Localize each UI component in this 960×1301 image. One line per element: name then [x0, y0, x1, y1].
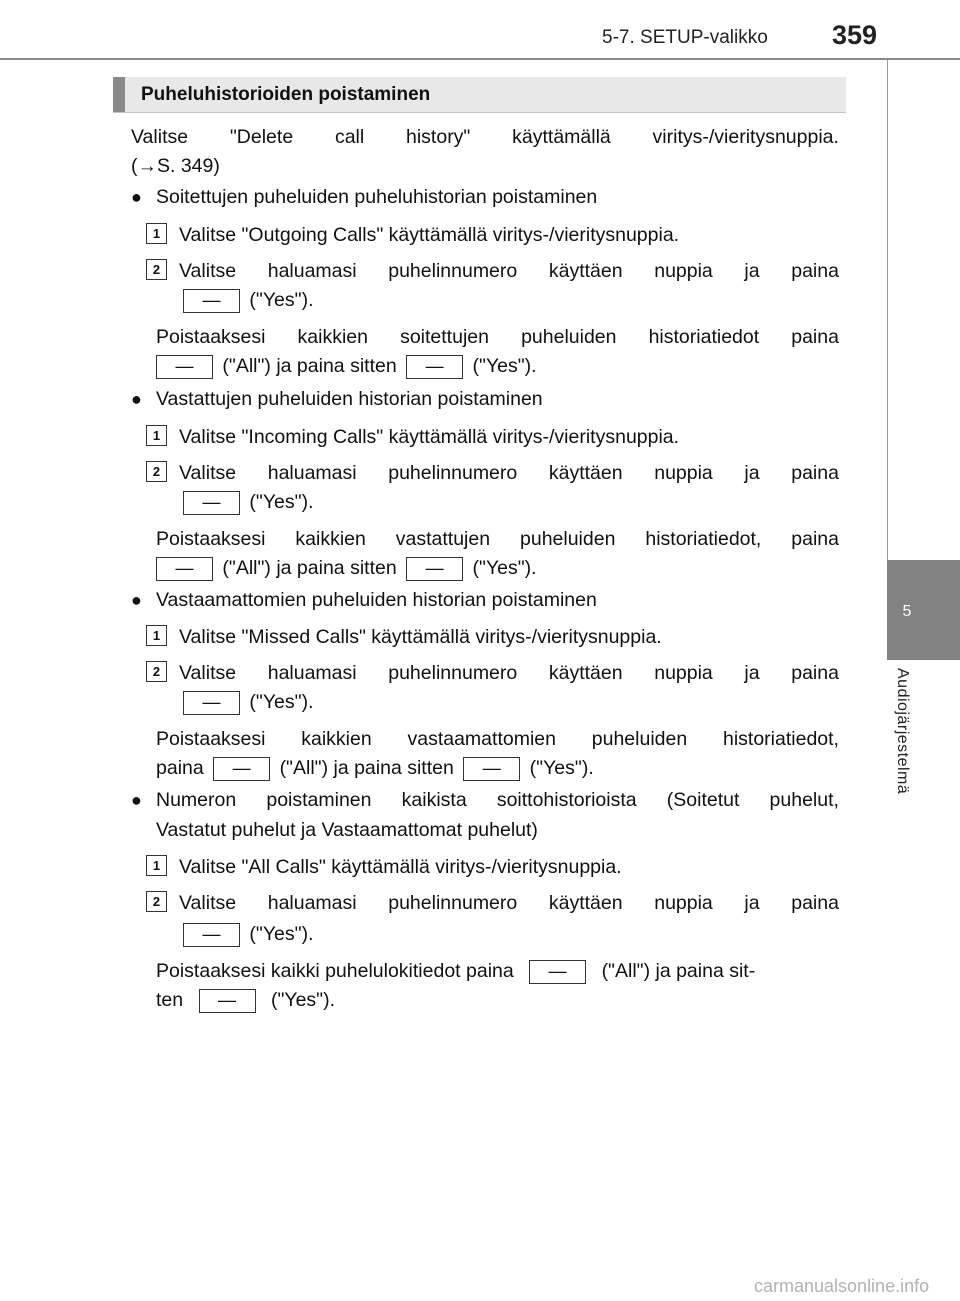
yes-button-icon: — [406, 557, 463, 581]
note-text: ("All") ja paina sit- [601, 960, 756, 982]
word: (Soitetut [666, 789, 740, 811]
word: paina [791, 892, 839, 914]
word: historiatiedot [648, 326, 760, 348]
note-text: ten [156, 989, 184, 1011]
yes-button-icon: — [199, 989, 256, 1013]
word: nuppia [654, 662, 713, 684]
word: Valitse [179, 462, 237, 484]
step-number-badge: 1 [146, 625, 167, 646]
word: vastattujen [395, 528, 491, 550]
yes-label: ("Yes"). [472, 557, 537, 579]
note-line-1 [156, 727, 839, 751]
word: Valitse [131, 126, 189, 148]
word: ja [744, 462, 760, 484]
header-rule [0, 58, 960, 60]
word: käyttäen [548, 892, 623, 914]
all-label: ("All") ja paina sitten [222, 355, 397, 377]
yes-label: ("Yes"). [270, 989, 336, 1011]
bullet-heading: Vastattujen puheluiden historian poistaminen [156, 388, 543, 410]
bullet-icon: ● [131, 389, 142, 409]
chapter-number: 5 [902, 603, 912, 620]
word: paina [791, 462, 839, 484]
bullet-icon: ● [131, 187, 142, 207]
word: kaikkien [295, 528, 366, 550]
yes-label: ("Yes"). [249, 923, 314, 945]
word: käyttäen [548, 662, 623, 684]
word: kaikkien [297, 326, 368, 348]
step-2-text [179, 661, 839, 685]
all-label: ("All") ja paina sitten [279, 757, 454, 779]
all-button-icon: — [529, 960, 586, 984]
note-prefix: paina [156, 757, 204, 779]
word: nuppia [654, 260, 713, 282]
word: Valitse [179, 662, 237, 684]
step-2-continuation [179, 690, 862, 715]
word: Poistaaksesi [156, 728, 266, 750]
word: käyttäen [548, 462, 623, 484]
step-2-text [179, 461, 839, 485]
word: haluamasi [267, 260, 357, 282]
note-line-1 [156, 959, 839, 984]
all-label: ("All") ja paina sitten [222, 557, 397, 579]
bullet-heading: Vastaamattomien puheluiden historian poistaminen [156, 589, 597, 611]
word: puhelinnumero [388, 892, 518, 914]
word: paina [791, 528, 839, 550]
yes-button-icon: — [406, 355, 463, 379]
chapter-rule [887, 60, 888, 560]
word: historiatiedot, [645, 528, 762, 550]
bullet-heading [156, 788, 839, 812]
word: kaikista [401, 789, 467, 811]
word: "Delete [229, 126, 294, 148]
step-2-continuation [179, 922, 862, 947]
word: haluamasi [267, 662, 357, 684]
word: puhelinnumero [388, 662, 518, 684]
yes-label: ("Yes"). [472, 355, 537, 377]
note-line-2 [156, 556, 839, 581]
word: haluamasi [267, 462, 357, 484]
intro-reference: (→S. 349) [131, 155, 220, 177]
word: Poistaaksesi [156, 326, 266, 348]
word: käyttäen [548, 260, 623, 282]
note-line-1 [156, 325, 839, 349]
word: Poistaaksesi [156, 528, 266, 550]
yes-button-icon: — [183, 923, 240, 947]
step-1-text: Valitse "Missed Calls" käyttämällä viritys-/vieritysnuppia. [179, 626, 662, 648]
word: Valitse [179, 260, 237, 282]
note-line-2 [156, 988, 839, 1013]
word: viritys-/vieritysnuppia. [652, 126, 839, 148]
yes-label: ("Yes"). [249, 691, 314, 713]
step-2-continuation [179, 490, 862, 515]
chapter-tab [887, 560, 960, 660]
word: nuppia [654, 462, 713, 484]
yes-label: ("Yes"). [249, 289, 314, 311]
word: ja [744, 892, 760, 914]
word: ja [744, 662, 760, 684]
all-button-icon: — [213, 757, 270, 781]
word: haluamasi [267, 892, 357, 914]
step-number-badge: 2 [146, 891, 167, 912]
yes-button-icon: — [183, 289, 240, 313]
step-number-badge: 1 [146, 855, 167, 876]
word: kaikkien [301, 728, 372, 750]
word: puheluiden [591, 728, 688, 750]
page-number: 359 [832, 20, 878, 50]
yes-label: ("Yes"). [249, 491, 314, 513]
yes-button-icon: — [183, 491, 240, 515]
yes-button-icon: — [463, 757, 520, 781]
bullet-heading-continuation: Vastatut puhelut ja Vastaamattomat puhelut) [156, 819, 538, 841]
bullet-icon: ● [131, 790, 142, 810]
step-number-badge: 1 [146, 425, 167, 446]
all-button-icon: — [156, 355, 213, 379]
word: puhelut, [769, 789, 839, 811]
note-text: Poistaaksesi kaikki puhelulokitiedot paina [156, 960, 514, 982]
yes-label: ("Yes"). [529, 757, 594, 779]
word: poistaminen [266, 789, 372, 811]
word: puheluiden [521, 326, 617, 348]
running-header-section: 5-7. SETUP-valikko [602, 27, 768, 48]
word: puhelinnumero [388, 260, 518, 282]
step-2-text [179, 891, 839, 915]
note-line-2 [156, 756, 839, 781]
section-title-marker [113, 77, 125, 112]
step-1-text: Valitse "Incoming Calls" käyttämällä viritys-/vieritysnuppia. [179, 426, 680, 448]
step-2-text [179, 259, 839, 283]
word: puhelinnumero [388, 462, 518, 484]
step-number-badge: 2 [146, 461, 167, 482]
step-number-badge: 1 [146, 223, 167, 244]
step-number-badge: 2 [146, 661, 167, 682]
word: vastaamattomien [407, 728, 556, 750]
chapter-label: Audiojärjestelmä [894, 668, 911, 795]
word: puheluiden [520, 528, 616, 550]
step-1-text: Valitse "All Calls" käyttämällä viritys-/vieritysnuppia. [179, 856, 622, 878]
word: Valitse [179, 892, 237, 914]
bullet-heading: Soitettujen puheluiden puheluhistorian poistaminen [156, 186, 598, 208]
yes-button-icon: — [183, 691, 240, 715]
step-2-continuation [179, 288, 862, 313]
word: history" [406, 126, 471, 148]
word: call [334, 126, 365, 148]
all-button-icon: — [156, 557, 213, 581]
word: historiatiedot, [722, 728, 839, 750]
word: paina [791, 326, 839, 348]
word: soittohistorioista [496, 789, 637, 811]
word: Numeron [156, 789, 237, 811]
word: soitettujen [400, 326, 489, 348]
step-number-badge: 2 [146, 259, 167, 280]
section-title-bar [113, 77, 846, 113]
section-title: Puheluhistorioiden poistaminen [141, 84, 431, 105]
word: käyttämällä [512, 126, 611, 148]
word: paina [791, 662, 839, 684]
step-1-text: Valitse "Outgoing Calls" käyttämällä viritys-/vieritysnuppia. [179, 224, 680, 246]
note-line-2 [156, 354, 839, 379]
word: ja [744, 260, 760, 282]
intro-line-1 [131, 125, 839, 149]
word: nuppia [654, 892, 713, 914]
watermark: carmanualsonline.info [754, 1276, 930, 1296]
bullet-icon: ● [131, 590, 142, 610]
word: paina [791, 260, 839, 282]
note-line-1 [156, 527, 839, 551]
